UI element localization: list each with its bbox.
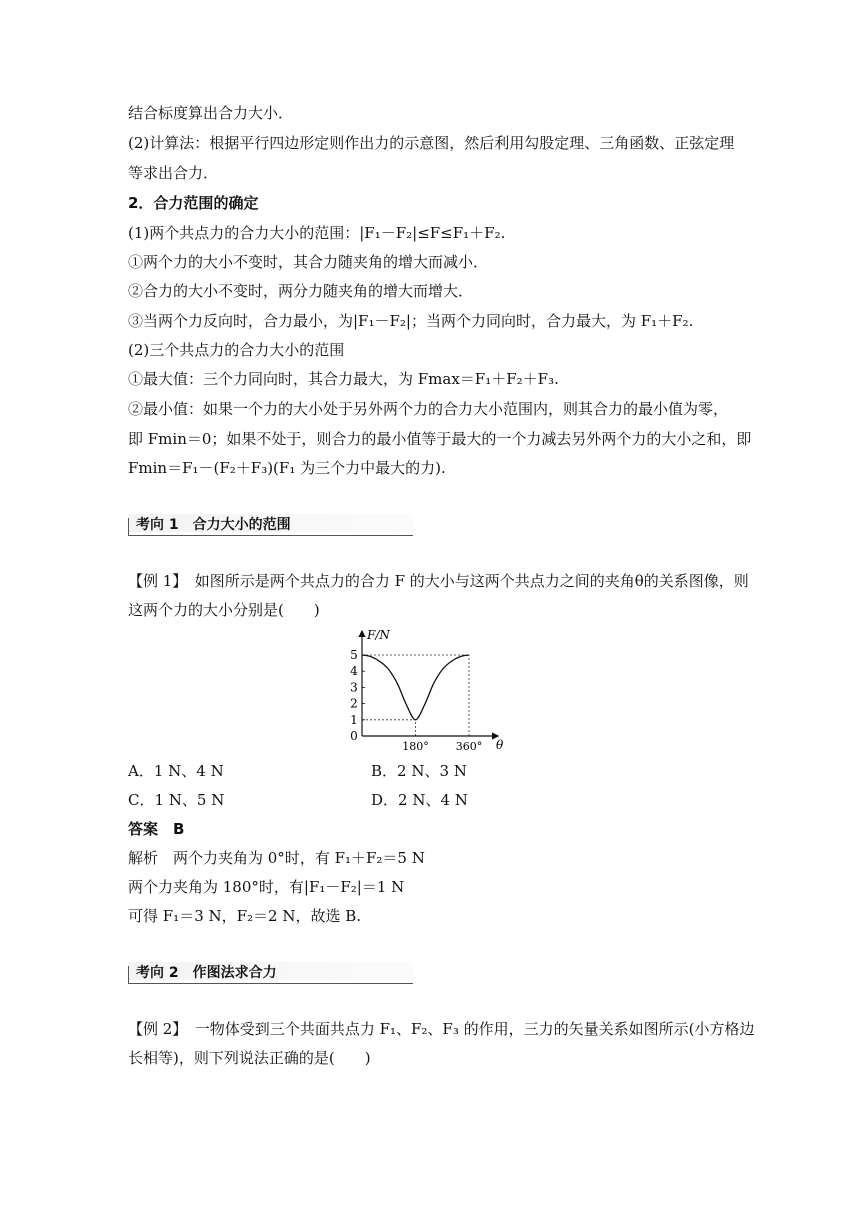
x-axis-label: θ [496,738,504,752]
section-heading-title: 考向 1 合力大小的范围 [136,517,291,533]
text-line-9: (2)三个共点力的合力大小的范围 [128,341,345,359]
option-d: D．2 N、4 N [371,791,468,809]
text-line-8: ③当两个力反向时，合力最小，为|F₁－F₂|；当两个力同向时，合力最大，为 F₁＋F₂. [128,312,694,330]
force-curve [362,655,469,720]
text-line-2: (2)计算法：根据平行四边形定则作出力的示意图，然后利用勾股定理、三角函数、正弦定理 [128,134,735,152]
y-tick-label: 2 [350,696,358,711]
text-line-6: ①两个力的大小不变时，其合力随夹角的增大而减小． [128,253,489,271]
text-line-13: Fmin＝F₁－(F₂＋F₃)(F₁ 为三个力中最大的力). [128,459,446,477]
text-line-1: 结合标度算出合力大小． [128,104,294,122]
force-angle-chart [340,625,530,755]
y-tick-label: 1 [350,712,358,727]
y-axis-label: F/N [367,628,390,642]
y-tick-label: 5 [350,648,358,662]
x-tick-label: 180° [402,740,429,753]
y-tick-label: 3 [350,680,358,695]
subheading-range: 2．合力范围的确定 [128,194,259,212]
section-heading-2 [128,962,413,984]
y-tick-label: 4 [350,664,358,679]
analysis-line-1: 解析 两个力夹角为 0°时，有 F₁＋F₂＝5 N [128,849,425,867]
text-line-10: ①最大值：三个力同向时，其合力最大，为 Fmax＝F₁＋F₂＋F₃. [128,370,559,388]
section-heading-tick [128,966,129,983]
option-c: C．1 N、5 N [128,791,225,809]
analysis-line-2: 两个力夹角为 180°时，有|F₁－F₂|＝1 N [128,878,405,896]
answer-line: 答案 B [128,820,185,838]
example1-line-2: 这两个力的大小分别是( ) [128,601,320,619]
x-tick-label: 360° [455,740,483,753]
section-heading-title: 考向 2 作图法求合力 [136,965,277,981]
text-line-7: ②合力的大小不变时，两分力随夹角的增大而增大． [128,282,474,300]
section-heading-rule [128,983,413,984]
option-b: B．2 N、3 N [371,762,467,780]
text-line-11: ②最小值：如果一个力的大小处于另外两个力的合力大小范围内，则其合力的最小值为零， [128,400,729,418]
section-heading-1 [128,514,413,536]
text-line-3: 等求出合力． [128,164,219,182]
example2-line-2: 长相等)，则下列说法正确的是( ) [128,1049,371,1067]
section-heading-tick [128,518,129,535]
section-heading-rule [128,535,413,536]
y-tick-label: 0 [350,729,358,743]
text-line-5: (1)两个共点力的合力大小的范围：|F₁－F₂|≤F≤F₁＋F₂. [128,224,506,242]
example2-line-1: 【例 2】 一物体受到三个共面共点力 F₁、F₂、F₃ 的作用，三力的矢量关系如图所示(小方格边 [128,1020,755,1038]
text-line-12: 即 Fmin＝0；如果不处于，则合力的最小值等于最大的一个力减去另外两个力的大小之和，即 [128,430,752,448]
analysis-line-3: 可得 F₁＝3 N，F₂＝2 N，故选 B. [128,907,362,925]
option-a: A．1 N、4 N [128,762,224,780]
example1-line-1: 【例 1】 如图所示是两个共点力的合力 F 的大小与这两个共点力之间的夹角θ的关系图像，则 [128,572,749,590]
